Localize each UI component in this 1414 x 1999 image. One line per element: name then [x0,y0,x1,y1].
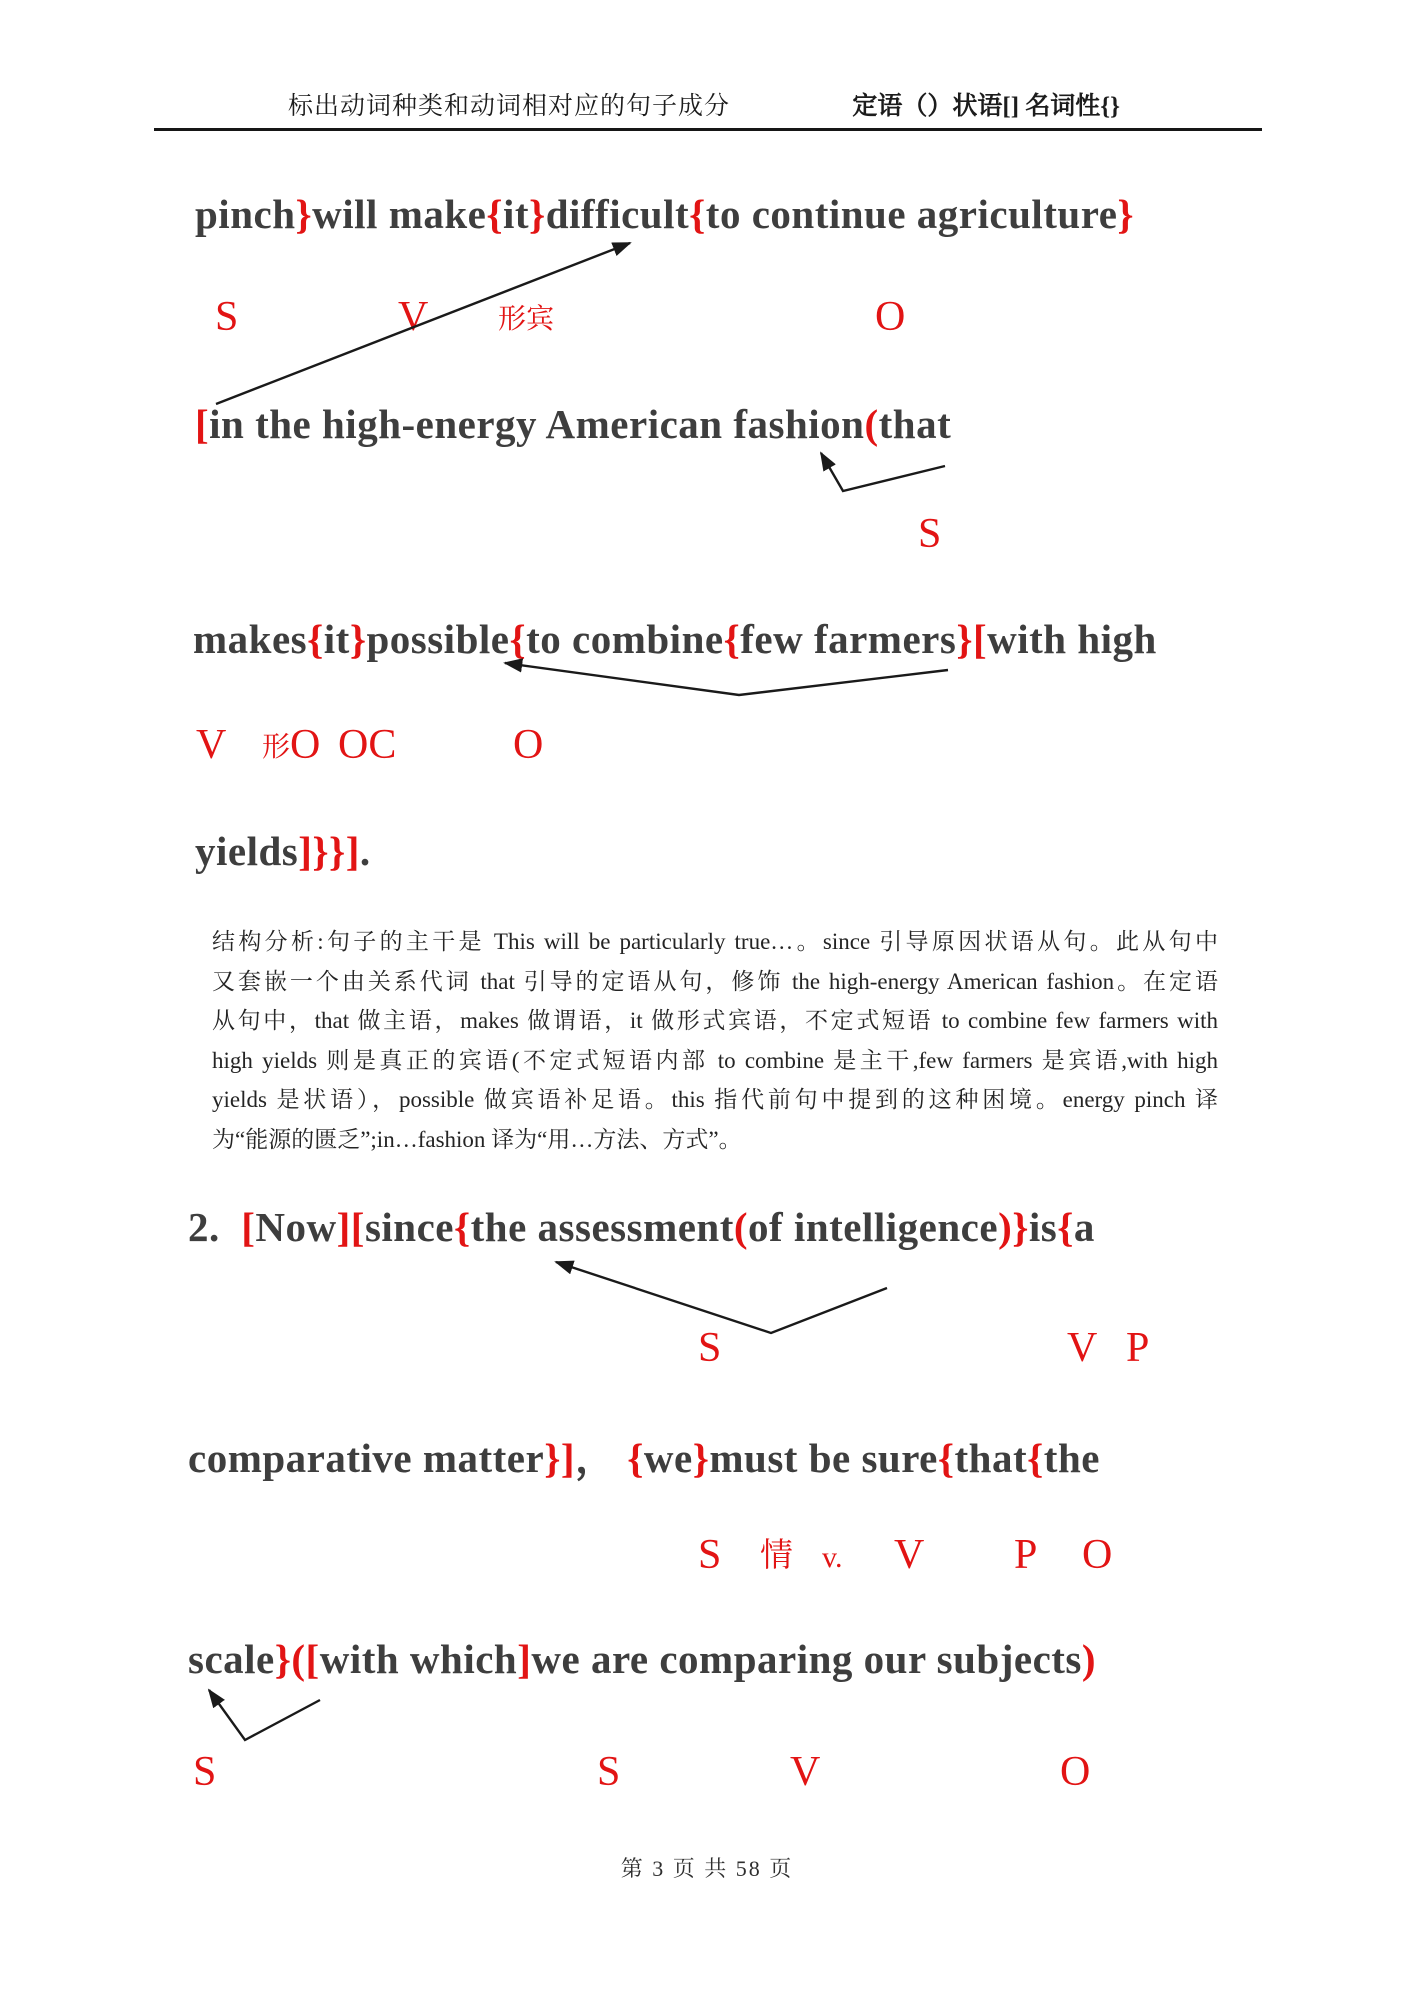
text-segment: makes [193,616,308,662]
red-bracket-segment: [ [241,1204,256,1250]
sentence-line-comparative [188,1425,1100,1484]
text-segment: Now [255,1204,337,1250]
header-legend: 定语（）状语[] 名词性{} [852,93,1120,120]
red-bracket-segment: } [529,191,546,237]
red-bracket-segment: ]}}] [298,828,360,874]
red-bracket-segment: { [689,191,706,237]
grammar-marker-v: V [196,722,227,768]
grammar-marker-s: S [193,1749,217,1795]
grammar-marker-oc: OC [338,722,397,768]
text-segment: the [1043,1435,1100,1481]
text-segment: that [954,1435,1028,1481]
red-bracket-segment: { [1027,1435,1044,1481]
red-bracket-segment: { [509,616,527,662]
analysis-line: yields 是状语），possible 做宾语补足语。this 指代前句中提到的这种困境。energy pinch 译 [212,1087,1218,1112]
text-segment: with high [987,616,1157,662]
arrow-to-assessment [556,1262,887,1333]
text-segment: is [1028,1204,1058,1250]
text-segment: few farmers [740,616,957,662]
red-bracket-segment: ] [517,1636,532,1682]
red-bracket-segment: ) [1081,1636,1097,1682]
red-bracket-segment: { [627,1435,644,1481]
text-segment: in the high-energy American fashion [209,401,865,447]
text-segment: of intelligence [748,1204,999,1250]
text-segment: 2. [188,1204,242,1250]
red-bracket-segment: { [453,1204,471,1250]
red-bracket-segment: } [295,191,313,237]
text-segment: must be sure [709,1435,938,1481]
grammar-marker-s: S [597,1749,621,1795]
text-segment: it [323,616,350,662]
sentence-line-scale [188,1635,1096,1683]
text-segment: a [1073,1204,1095,1250]
grammar-marker-o: O [513,722,544,768]
grammar-marker-cn: 情 [760,1538,793,1574]
analysis-paragraph [212,922,1218,1159]
red-bracket-segment: { [937,1435,955,1481]
text-segment: possible [366,616,510,662]
grammar-marker-p: P [1014,1532,1038,1578]
red-bracket-segment: } [692,1435,710,1481]
text-segment: pinch [195,191,296,237]
grammar-marker-v: V [790,1749,821,1795]
header-title: 标出动词种类和动词相对应的句子成分 [288,93,731,120]
grammar-marker-s: S [918,511,942,557]
sentence-line-yields [195,827,371,875]
grammar-marker-s: S [215,294,239,340]
red-bracket-segment: )} [998,1204,1029,1250]
text-segment: that [878,401,952,447]
grammar-marker-v: V [398,294,429,340]
sentence-line-makes [193,615,1157,663]
red-bracket-segment: [ [195,401,210,447]
grammar-marker-v: V [894,1532,925,1578]
text-segment: ， [575,1435,628,1481]
analysis-line: 从句中，that 做主语，makes 做谓语，it 做形式宾语，不定式短语 to combine few farmers with [212,1008,1218,1033]
arrow-to-scale [209,1690,320,1740]
text-segment: since [364,1204,454,1250]
red-bracket-segment: }] [544,1435,576,1481]
grammar-marker-v: V [1067,1325,1098,1371]
red-bracket-segment: { [486,191,503,237]
red-bracket-segment: ][ [336,1204,365,1250]
analysis-line: 结构分析:句子的主干是 This will be particularly true…。since 引导原因状语从句。此从句中 [212,929,1218,954]
grammar-marker-p: P [1126,1325,1150,1371]
analysis-line: 为“能源的匮乏”;in…fashion 译为“用…方法、方式”。 [212,1126,742,1152]
red-bracket-segment: { [1057,1204,1074,1250]
text-segment: . [359,828,371,874]
grammar-marker-s: S [698,1325,722,1371]
grammar-marker-vcn: v. [822,1541,843,1574]
sentence-line-pinch [195,190,1134,238]
text-segment: the assessment [470,1204,734,1250]
text-segment: yields [195,828,299,874]
sentence-line-2-now [188,1203,1095,1251]
grammar-marker-o: O [290,722,321,768]
sentence-line-in-fashion [195,400,951,448]
text-segment: we are comparing our subjects [531,1636,1082,1682]
text-segment: difficult [545,191,690,237]
page-number: 第 3 页 共 58 页 [620,1856,794,1881]
text-segment: to combine [526,616,724,662]
red-bracket-segment: { [307,616,324,662]
text-segment: we [643,1435,693,1481]
text-segment: will make [312,191,487,237]
grammar-marker-o: O [1082,1532,1113,1578]
analysis-line: 又套嵌一个由关系代词 that 引导的定语从句，修饰 the high-energy American fashion。在定语 [212,968,1218,994]
red-bracket-segment: } [349,616,367,662]
grammar-marker-cn: 形宾 [498,304,555,335]
grammar-marker-o: O [875,294,906,340]
text-segment: comparative matter [188,1435,545,1481]
text-segment: scale [188,1636,275,1682]
red-bracket-segment: } [1117,191,1135,237]
grammar-marker-cn: 形 [262,732,291,763]
red-bracket-segment: { [723,616,741,662]
grammar-marker-o: O [1060,1749,1091,1795]
analysis-line: high yields 则是真正的宾语(不定式短语内部 to combine 是主干,few farmers 是宾语,with high [212,1047,1218,1073]
arrow-to-combine [505,663,948,695]
red-bracket-segment: ( [733,1204,749,1250]
grammar-marker-s: S [698,1532,722,1578]
arrow-to-fashion [821,453,945,491]
red-bracket-segment: }([ [274,1636,320,1682]
text-segment: with which [319,1636,518,1682]
red-bracket-segment: ( [864,401,879,447]
red-bracket-segment: }[ [956,616,988,662]
text-segment: to continue agriculture [705,191,1118,237]
text-segment: it [503,191,530,237]
page-header [154,88,1262,131]
